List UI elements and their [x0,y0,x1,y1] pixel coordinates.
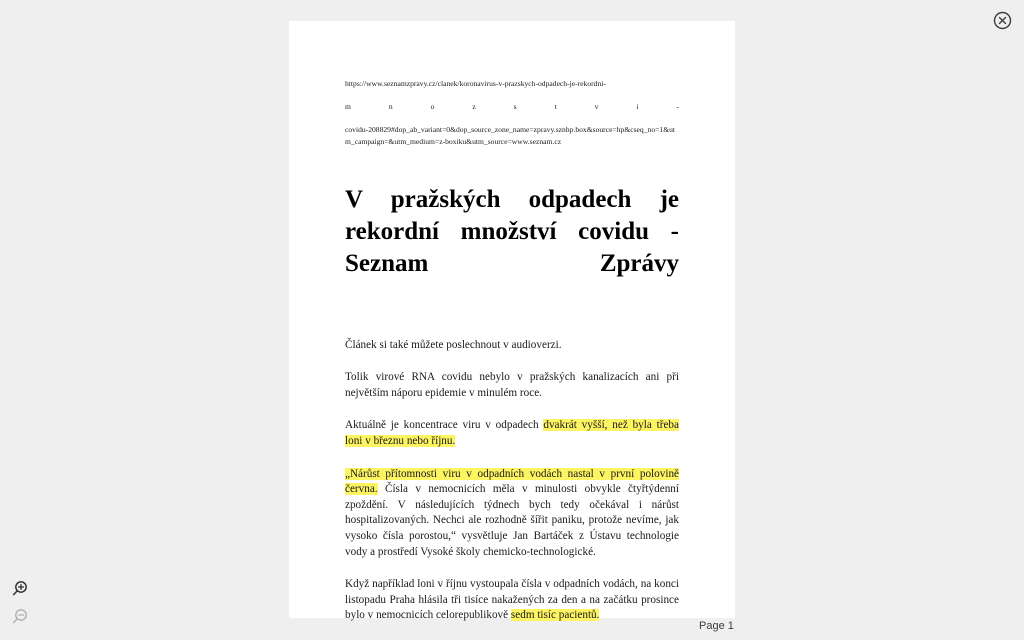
highlighted-text: dvakrát vyšší, než byla třeba loni v březnu nebo říjnu. [345,419,679,447]
body-text: Aktuálně je koncentrace viru v odpadech [345,419,544,432]
close-button[interactable] [993,11,1012,30]
highlighted-text: sedm tisíc pacientů. [510,609,600,622]
body-text: Tolik virové RNA covidu nebylo v pražských kanalizacích ani při největším náporu epidemie v minulém roce. [345,371,679,399]
body-text: Článek si také můžete poslechnout v audioverzi. [345,338,562,351]
paragraph-intro [345,370,679,401]
zoom-in-button[interactable] [11,580,29,598]
zoom-out-icon [11,608,29,626]
document-url [345,78,679,148]
body-text: Čísla v nemocnicích měla v minulosti obvykle čtyřtýdenní zpoždění. V následujících týdnech bych tedy očekával i nárůst hospitalizovaných. Nechci ale rozhodně šířit paniku, protože nevíme, jak vysoko čísla porostou,“ vysvětluje Jan Bartáček z Ústavu technologie vody a prostředí Vysoké školy chemicko-technologické. [345,483,679,558]
page-indicator: Page 1 [699,620,734,632]
zoom-in-icon [11,580,29,598]
url-line-1: https://www.seznamzpravy.cz/clanek/koronavirus-v-prazskych-odpadech-je-rekordni- [345,79,606,88]
close-icon [993,11,1012,30]
url-line-2: m n o z s t v i - [345,102,679,112]
paragraph-concentration [345,418,679,449]
zoom-out-button[interactable] [11,608,29,626]
body-text: Když například loni v říjnu vystoupala čísla v odpadních vodách, na konci listopadu Praha hlásila tři tisíce nakažených za den a na začátku prosince bylo v nemocnicích celorepublikově [345,578,679,622]
url-line-3: covidu-208829#dop_ab_variant=0&dop_source_zone_name=zpravy.sznhp.box&source=hp&cseq_no=1&utm_campaign=&utm_medium=z-boxiku&utm_source=www.seznam.cz [345,125,676,146]
paragraph-audio [345,338,679,354]
paragraph-last-autumn [345,577,679,624]
page-content [345,78,679,624]
paragraph-quote [345,467,679,561]
highlighted-text: „Nárůst přítomnosti viru v odpadních vodách nastal v první polovině června. [345,467,679,496]
document-body [345,338,679,624]
document-page[interactable] [289,21,735,622]
zoom-controls [11,580,29,626]
page-title: V pražských odpadech je rekordní množství covidu - Seznam Zprávy [345,185,679,277]
